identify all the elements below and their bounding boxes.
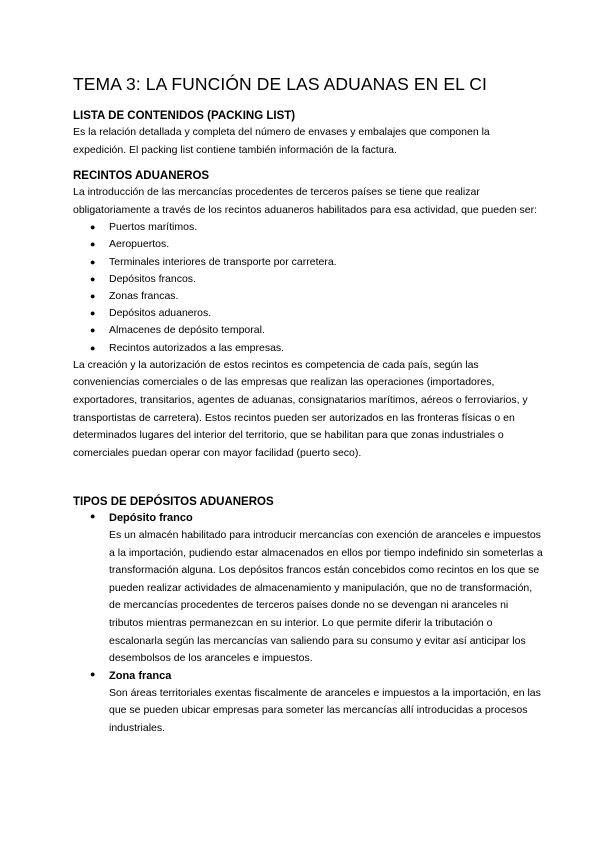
packing-list-text: Es la relación detallada y completa del número de envases y embalajes que componen la expedición. El packing list contiene también información de la factura. [73,126,490,156]
packing-list-heading: LISTA DE CONTENIDOS (PACKING LIST) [73,110,296,122]
bullet-icon: ● [90,239,96,250]
bullet-icon: ● [90,325,96,336]
list-item: ● Depósitos francos. [73,271,543,288]
deposito-franco-title: Depósito franco [109,512,193,524]
bullet-icon: ● [90,291,96,301]
bullet-icon: ● [90,273,96,284]
zona-franca-text: Son áreas territoriales exentas fiscalmente de aranceles e impuestos a la importación, en las que se pueden ubicar empresas para someter las mercancías allí introducidas a procesos industriales. [109,686,541,734]
deposito-franco-item [73,510,543,668]
list-item: ● Depósitos aduaneros. [73,305,543,322]
packing-list-section [73,108,543,159]
bullet-icon: ● [90,308,96,319]
recintos-list [73,219,543,357]
recintos-section [73,168,543,462]
tipos-heading: TIPOS DE DEPÓSITOS ADUANEROS [73,496,274,508]
recintos-closing: La creación y la autorización de estos recintos es competencia de cada país, según las conveniencias comerciales o de las empresas que realizan las operaciones (importadores, exportadores, transitarios, agentes de aduanas, consignatarios marítimos, aéreos o ferroviarios, y transportistas de carretera). Estos recintos pueden ser autorizados en las fronteras físicas o en determinados lugares del interior del territorio, que se habilitan para que zonas industriales o comerciales puedan operar con mayor facilidad (puerto seco). [73,358,528,459]
list-item: ● Terminales interiores de transporte por carretera. [73,254,543,271]
list-item: ● Recintos autorizados a las empresas. [73,340,543,357]
list-item: ● Puertos marítimos. [73,219,543,236]
bullet-icon: ● [90,511,96,521]
list-item: ● Almacenes de depósito temporal. [73,322,543,339]
bullet-icon: ● [90,342,96,353]
tipos-section [73,494,543,738]
recintos-heading: RECINTOS ADUANEROS [73,170,210,182]
recintos-intro: La introducción de las mercancías procedentes de terceros países se tiene que realizar obligatoriamente a través de los recintos aduaneros habilitados para esa actividad, que pueden ser: [73,186,538,216]
bullet-icon: ● [90,668,96,679]
zona-franca-item [73,668,543,738]
zona-franca-title: Zona franca [109,669,172,682]
list-item: ● Aeropuertos. [73,236,543,253]
deposito-franco-text: Es un almacén habilitado para introducir mercancías con exención de aranceles e impuestos a la importación, pudiendo estar almacenados en ellos por tiempo indefinido sin someterlas a transformación alguna. Los depósitos francos están concebidos como recintos en los que se pueden realizar actividades de almacenamiento y manipulación, que no de transformación, de mercancías procedentes de terceros países donde no se devengan ni aranceles ni tributos mientras permanezcan en su interior. Lo que permite diferir la tributación o escalonarla según las mercancías van saliendo para su consumo y evitar así anticipar los desembolsos de los aranceles e impuestos. [109,529,543,665]
bullet-icon: ● [90,256,96,267]
list-item: ● Zonas francas. [73,288,543,305]
page-title: TEMA 3: LA FUNCIÓN DE LAS ADUANAS EN EL CI [73,74,487,94]
bullet-icon: ● [90,222,96,233]
